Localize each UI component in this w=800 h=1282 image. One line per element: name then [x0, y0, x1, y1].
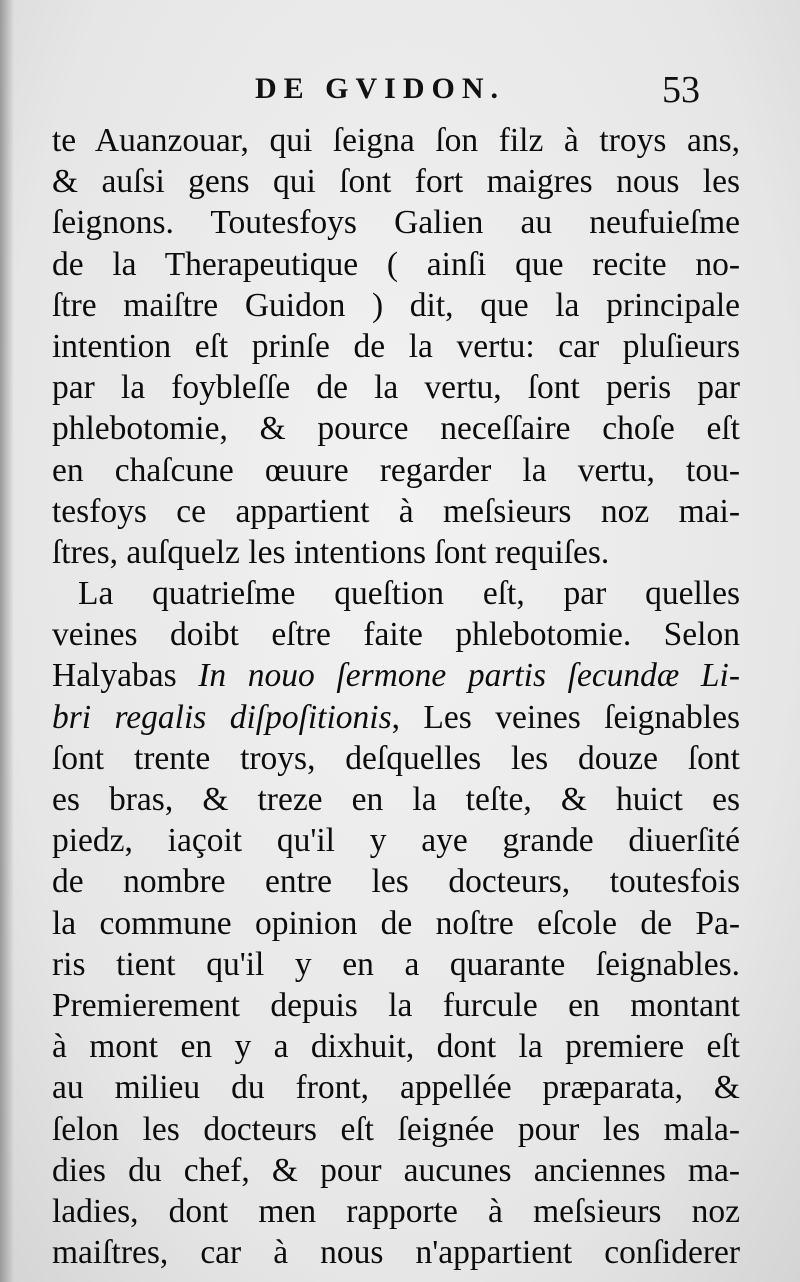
page-number: 53 — [662, 69, 700, 111]
text-line: intention eſt prinſe de la vertu: car pluſieurs — [52, 327, 740, 365]
text-line: ſeignons. Toutesfoys Galien au neufuieſme — [52, 204, 740, 242]
text-roman: Halyabas — [52, 657, 177, 695]
text-roman: , Les veines ſeignables — [391, 698, 740, 736]
text-line: ſtre maiſtre Guidon ) dit, que la principale — [52, 286, 740, 324]
text-line: de nombre entre les docteurs, toutesfois — [52, 863, 740, 901]
text-line: Premierement depuis la furcule en montant — [52, 986, 740, 1024]
text-line: ſtres, auſquelz les intentions ſont requiſes. — [52, 533, 610, 571]
text-line: piedz, iaçoit qu'il y aye grande diuerſité — [52, 822, 740, 860]
text-line: de la Therapeutique ( ainſi que recite no- — [52, 245, 740, 283]
text-line: par la foybleſſe de la vertu, ſont peris par — [52, 369, 740, 407]
text-line: te Auanzouar, qui ſeigna ſon filz à troys ans, — [52, 122, 740, 159]
text-line: La quatrieſme queſtion eſt, par quelles — [78, 575, 740, 613]
text-line-mixed — [52, 697, 740, 738]
text-line: phlebotomie, & pource neceſſaire choſe eſt — [52, 410, 740, 448]
text-line: ſont trente troys, deſquelles les douze ſont — [52, 739, 740, 777]
text-line: à mont en y a dixhuit, dont la premiere eſt — [52, 1028, 740, 1066]
text-line: es bras, & treze en la teſte, & huict es — [52, 781, 740, 818]
text-line: ris tient qu'il y en a quarante ſeignables. — [52, 945, 740, 983]
page-gutter-shadow — [0, 0, 14, 1282]
latin-title-italic: bri regalis diſpoſitionis — [52, 698, 392, 736]
text-line: tesfoys ce appartient à meſsieurs noz mai- — [52, 492, 740, 530]
text-line: en chaſcune œuure regarder la vertu, tou- — [52, 451, 740, 489]
text-line: au milieu du front, appellée præparata, & — [52, 1069, 740, 1107]
text-line-mixed — [52, 655, 740, 696]
running-head — [0, 62, 800, 112]
text-line: veines doibt eſtre faite phlebotomie. Selon — [52, 616, 740, 654]
text-line: dies du chef, & pour aucunes anciennes ma- — [52, 1151, 740, 1189]
running-head-title: DE GVIDON. — [255, 72, 506, 105]
text-line: ladies, dont men rapporte à meſsieurs noz — [52, 1192, 740, 1230]
text-line: ſelon les docteurs eſt ſeignée pour les mala- — [52, 1110, 740, 1148]
latin-title-italic: In nouo ſermone partis ſecundæ Li- — [198, 657, 740, 695]
text-line: maiſtres, car à nous n'appartient conſiderer — [52, 1234, 740, 1272]
text-line: & auſsi gens qui ſont fort maigres nous les — [52, 163, 740, 201]
body-text — [52, 120, 740, 1272]
text-line: la commune opinion de noſtre eſcole de Pa- — [52, 904, 740, 942]
